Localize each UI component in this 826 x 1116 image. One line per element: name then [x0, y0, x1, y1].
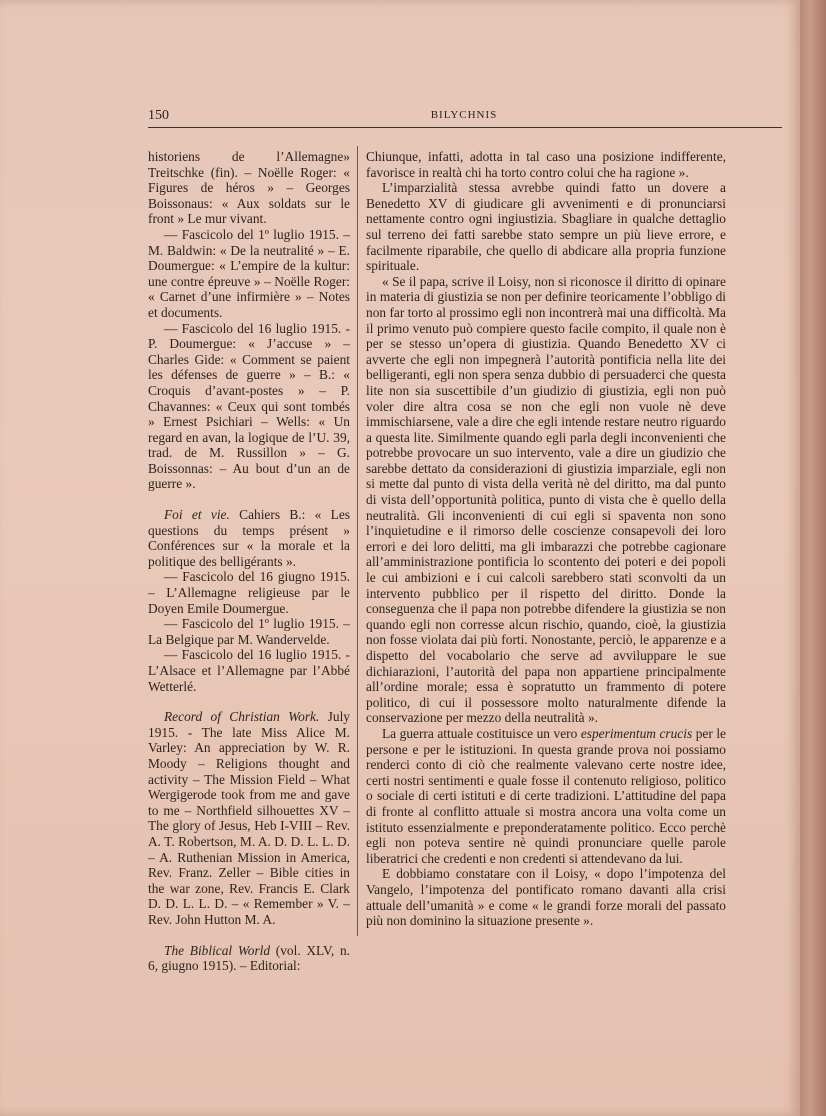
left-paragraph-9-text: (vol. XLV, n. 6, giugno 1915). – Editorial:	[148, 942, 350, 974]
left-paragraph-1: historiens de l’Allemagne» Treitschke (fin). – Noëlle Roger: « Figures de héros » – Georges Boissonaus: « Aux soldats sur le front » Le mur vivant.	[148, 149, 350, 227]
left-paragraph-4	[148, 507, 350, 569]
header-rule	[148, 127, 782, 128]
right-column	[366, 149, 726, 929]
left-paragraph-5: — Fascicolo del 16 giugno 1915. – L’Allemagne religieuse par le Doyen Emile Doumergue.	[148, 569, 350, 616]
right-paragraph-4	[366, 726, 726, 866]
right-paragraph-4-a: La guerra attuale costituisce un vero	[382, 725, 581, 741]
latin-phrase: esperimentum crucis	[580, 725, 693, 741]
left-paragraph-8-text: July 1915. - The late Miss Alice M. Varley: An appreciation by W. R. Moody – Religions thought and activity – The Mission Field – What Wergigerode took from me and gave to me – Northfield silhouettes XV – The glory of Jesus, Heb I-VIII – Rev. A. T. Robertson, M. A. D. D. L. L. D. – A. Ruthenian Mission in America, Rev. Franz. Zeller – Bible cities in the war zone, Rev. Francis E. Clark D. D. L. L. D. – « Remember » V. – Rev. John Hutton M. A.	[148, 709, 351, 927]
left-paragraph-9	[148, 943, 350, 974]
left-paragraph-4-text: Cahiers B.: « Les questions du temps présent » Conférences sur « la morale et la politique des belligérants ».	[148, 507, 350, 569]
column-divider	[357, 146, 358, 936]
left-paragraph-3: — Fascicolo del 16 luglio 1915. - P. Doumergue: « J’accuse » – Charles Gide: « Comment se paient les défenses de guerre » – B.: « Croquis d’avant-postes » – P. Chavannes: « Ceux qui sont tombés » Ernest Psichiari – Wells: « Un regard en avan, la logique de l’U. 39, trad. de M. Russillon » – G. Boissonnas: – Au bout d’un an de guerre ».	[148, 320, 350, 492]
left-paragraph-8	[148, 709, 350, 927]
left-paragraph-7: — Fascicolo del 16 luglio 1915. - L’Alsace et l’Allemagne par l’Abbé Wetterlé.	[148, 647, 350, 694]
left-paragraph-6: — Fascicolo del 1º luglio 1915. – La Belgique par M. Wandervelde.	[148, 616, 350, 647]
right-paragraph-3: « Se il papa, scrive il Loisy, non si riconosce il diritto di opinare in materia di giustizia se non per definire teoricamente l’obbligo di non far torto al prossimo egli non incontrerà mai una difficoltà. Ma il primo venuto può compiere questo facile compito, il quale non è per se stesso un’opera di giustizia. Quando Benedetto XV ci avverte che egli non impegnerà l’autorità pontificia nella lite dei belligeranti, egli non spera senza dubbio di persuaderci che questa lite non sia suscettibile d’un giudizio di giustizia, egli non può voler dire altra cosa se non che egli non vuole nè deve immischiarsene, vale a dire che egli intende restare neutro riguardo a questa lite. Similmente quando egli parla degli inconvenienti che potrebbe provocare un suo intervento, vale a dire un giudizio che sarebbe dettato da considerazioni di giustizia imparziale, egli non si mette dal punto di vista della verità nè del diritto, ma dal punto di vista dell’opportunità politica, punto di vista che è quello della neutralità. Gli inconvenienti di cui egli si spaventa non sono l’inquietudine e il rimorso delle coscienze consapevoli dei loro errori e dei loro delitti, ma gli imbarazzi che potrebbe cagionare all’amministrazione pontificia lo scontento dei poteri e dei popoli le cui ambizioni e i cui calcoli sarebbero stati sconvolti da un intervento pubblico per il rispetto del diritto. Donde la conseguenza che il papa non potrebbe difendere la giustizia se non quando egli non corresse alcun rischio, quando, cioè, la giustizia non fosse violata dai più forti. Nonostante, perciò, le apparenze e a dispetto del vocabolario che serve ad avviluppare le sue dichiarazioni, l’autorità del papa non appartiene principalmente all’ordine morale; essa è sopratutto un frammento di potere politico, di cui il possessore molto naturalmente difende la conservazione per mezzo della neutralità ».	[366, 273, 726, 726]
page-number: 150	[148, 108, 169, 123]
right-paragraph-1: Chiunque, infatti, adotta in tal caso una posizione indifferente, favorisce in realtà chi ha torto contro colui che ha ragione ».	[366, 149, 726, 180]
right-paragraph-5: E dobbiamo constatare con il Loisy, « dopo l’impotenza del Vangelo, l’impotenza del pontificato romano davanti alla crisi attuale dell’umanità » e come « le grandi forze morali del passato più non dominino la situazione presente ».	[366, 866, 726, 929]
page-edge	[800, 0, 826, 1116]
journal-title-biblical-world: The Biblical World	[164, 942, 271, 958]
right-paragraph-4-b: per le persone e per le istituzioni. In questa grande prova noi possiamo renderci conto di ciò che realmente valevano certe nostre idee, certi nostri sentimenti e quale fosse il contenuto religioso, politico o sociale di certi istituti e di certe tradizioni. L’attitudine del papa di fronte al conflitto attuale si mostra ancora una volta come un istituto essenzialmente e preponderatamente politico. Ecco perchè egli non poteva sentire nè quindi pronunciare quelle parole liberatrici che credenti e non credenti si attendevano da lui.	[366, 725, 726, 866]
running-head: BILYCHNIS	[430, 109, 498, 121]
left-column	[148, 149, 350, 974]
page-header	[148, 108, 780, 128]
journal-title-foi-et-vie: Foi et vie.	[164, 507, 230, 523]
right-paragraph-2: L’imparzialità stessa avrebbe quindi fatto un dovere a Benedetto XV di giudicare gli avvenimenti e di pronunciarsi nettamente contro ogni ingiustizia. Sbagliare in qualche dettaglio sul terreno dei fatti sarebbe stato sempre un più lieve errore, e facilmente riparabile, che quello di abdicare alla propria funzione spirituale.	[366, 180, 726, 274]
left-paragraph-2: — Fascicolo del 1º luglio 1915. – M. Baldwin: « De la neutralité » – E. Doumergue: « L’empire de la kultur: une contre épreuve » – Noëlle Roger: « Carnet d’une infirmière » – Notes et documents.	[148, 226, 350, 320]
journal-title-record: Record of Christian Work.	[164, 709, 320, 725]
